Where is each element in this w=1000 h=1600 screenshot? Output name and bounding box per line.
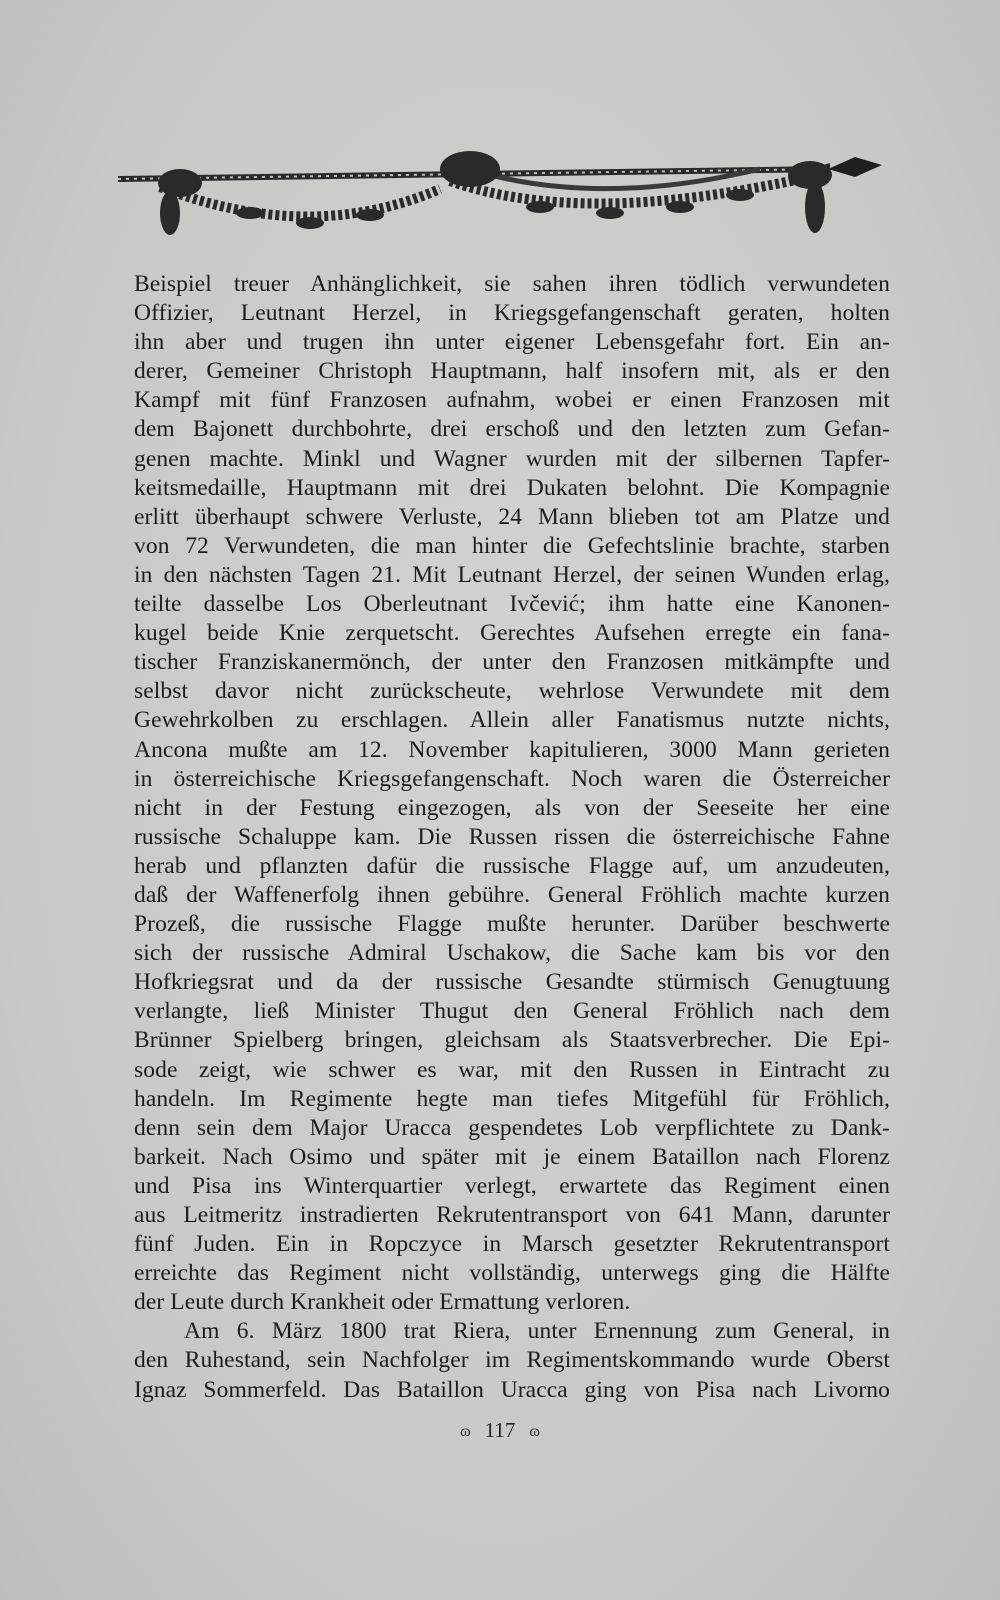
text-line: daß der Waffenerfolg ihnen gebühre. General Fröhlich machte kurzen bbox=[134, 881, 890, 908]
text-line: und Pisa ins Winterquartier verlegt, erwartete das Regiment einen bbox=[134, 1172, 890, 1199]
text-line: selbst davor nicht zurückscheute, wehrlose Verwundete mit dem bbox=[134, 678, 890, 705]
text-line: sode zeigt, wie schwer es war, mit den Russen in Eintracht zu bbox=[134, 1056, 890, 1083]
text-line: den Ruhestand, sein Nachfolger im Regimentskommando wurde Oberst bbox=[134, 1347, 890, 1374]
text-line: Beispiel treuer Anhänglichkeit, sie sahen ihren tödlich verwundeten bbox=[134, 271, 890, 297]
text-line: fünf Juden. Ein in Ropczyce in Marsch gesetzter Rekrutentransport bbox=[134, 1231, 890, 1258]
text-line: russische Schaluppe kam. Die Russen rissen die österreichische Fahne bbox=[134, 823, 890, 850]
text-line: herab und pflanzten dafür die russische Flagge auf, um anzudeuten, bbox=[134, 852, 890, 879]
text-line: in österreichische Kriegsgefangenschaft. Noch waren die Österreicher bbox=[134, 765, 890, 792]
body-text bbox=[134, 270, 890, 1405]
text-line: denn sein dem Major Uracca gespendetes Lob verpflichtete zu Dank- bbox=[134, 1114, 890, 1141]
text-line: Brünner Spielberg bringen, gleichsam als Staatsverbrecher. Die Epi- bbox=[134, 1027, 890, 1054]
text-line: handeln. Im Regimente hegte man tiefes Mitgefühl für Fröhlich, bbox=[134, 1085, 890, 1112]
text-line: barkeit. Nach Osimo und später mit je einem Bataillon nach Florenz bbox=[134, 1143, 890, 1170]
text-line: Ancona mußte am 12. November kapitulieren, 3000 Mann gerieten bbox=[134, 736, 890, 763]
text-line: in den nächsten Tagen 21. Mit Leutnant Herzel, der seinen Wunden erlag, bbox=[134, 561, 890, 588]
folio-ornament-icon: ɷ bbox=[460, 1423, 471, 1440]
text-line: tischer Franziskanermönch, der unter den Franzosen mitkämpfte und bbox=[134, 649, 890, 676]
text-line: Prozeß, die russische Flagge mußte herunter. Darüber beschwerte bbox=[134, 911, 890, 938]
text-line: keitsmedaille, Hauptmann mit drei Dukaten belohnt. Die Kompagnie bbox=[134, 474, 890, 501]
text-line: aus Leitmeritz instradierten Rekrutentransport von 641 Mann, darunter bbox=[134, 1202, 890, 1228]
text-line: derer, Gemeiner Christoph Hauptmann, half insofern mit, als er den bbox=[134, 358, 890, 385]
text-line: Am 6. März 1800 trat Riera, unter Ernennung zum General, in bbox=[184, 1318, 890, 1345]
text-line: Ignaz Sommerfeld. Das Bataillon Uracca ging von Pisa nach Livorno bbox=[134, 1376, 890, 1403]
text-line: erlitt überhaupt schwere Verluste, 24 Mann blieben tot am Platze und bbox=[134, 503, 890, 530]
text-line: nicht in der Festung eingezogen, als von der Seeseite her eine bbox=[134, 794, 890, 821]
text-line: ihn aber und trugen ihn unter eigener Lebensgefahr fort. Ein an- bbox=[134, 329, 890, 356]
text-line: von 72 Verwundeten, die man hinter die Gefechtslinie brachte, starben bbox=[134, 532, 890, 559]
text-line: verlangte, ließ Minister Thugut den General Fröhlich nach dem bbox=[134, 998, 890, 1025]
text-line: sich der russische Admiral Uschakow, die Sache kam bis vor den bbox=[134, 940, 890, 967]
text-line: genen machte. Minkl und Wagner wurden mit der silbernen Tapfer- bbox=[134, 445, 890, 472]
text-line: teilte dasselbe Los Oberleutnant Ivčević; ihm hatte eine Kanonen- bbox=[134, 591, 890, 618]
text-line: dem Bajonett durchbohrte, drei erschoß und den letzten zum Gefan- bbox=[134, 416, 890, 443]
text-line: Gewehrkolben zu erschlagen. Allein aller Fanatismus nutzte nichts, bbox=[134, 707, 890, 734]
garland-spear-ornament-icon bbox=[110, 135, 910, 255]
text-line: Kampf mit fünf Franzosen aufnahm, wobei er einen Franzosen mit bbox=[134, 387, 890, 414]
text-line: Hofkriegsrat und da der russische Gesandte stürmisch Genugtuung bbox=[134, 969, 890, 996]
text-line: Offizier, Leutnant Herzel, in Kriegsgefangenschaft geraten, holten bbox=[134, 300, 890, 327]
page-number: 117 bbox=[484, 1418, 516, 1442]
folio-ornament-icon: ɷ bbox=[529, 1423, 540, 1440]
text-line: erreichte das Regiment nicht vollständig, unterwegs ging die Hälfte bbox=[134, 1260, 890, 1287]
text-line: der Leute durch Krankheit oder Ermattung verloren. bbox=[134, 1289, 631, 1316]
page-footer bbox=[0, 1418, 1000, 1443]
text-line: kugel beide Knie zerquetscht. Gerechtes Aufsehen erregte ein fana- bbox=[134, 620, 890, 647]
